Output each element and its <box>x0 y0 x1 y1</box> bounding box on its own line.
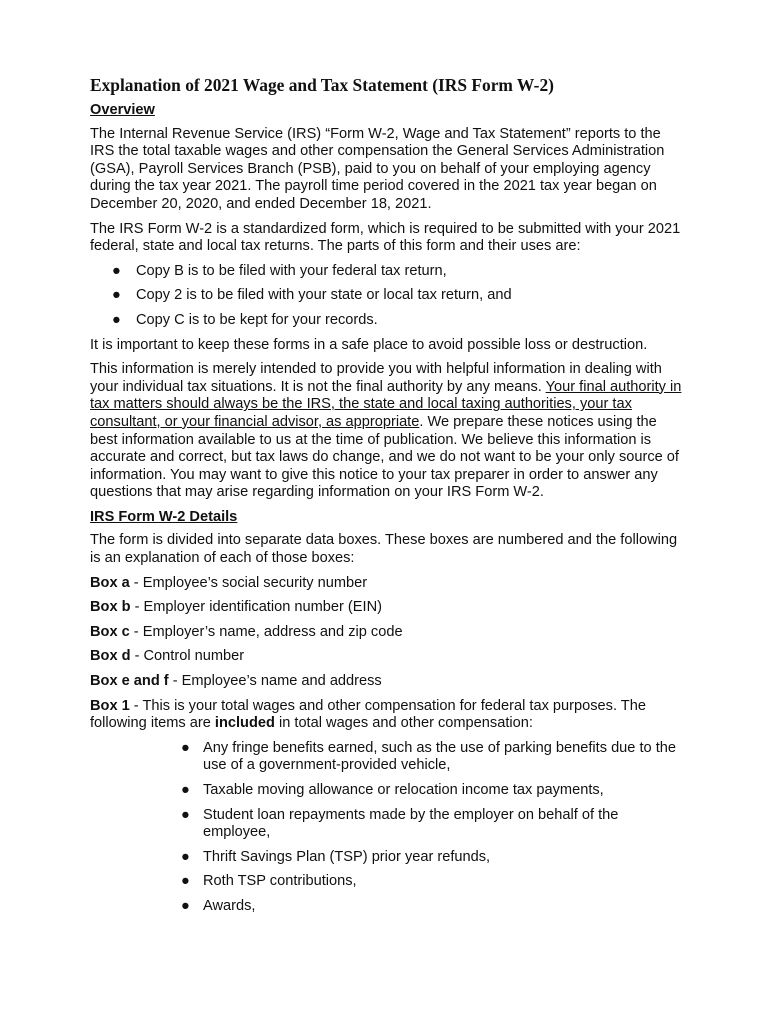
paragraph-text: . We prepare these notices using the best information available to us at the time of publication. We believe this information is accurate and correct, but tax laws do change, and we do not want to be your only source of information. You may want to give this notice to your tax preparer in order to answer any questions that may arise regarding information on your IRS Form W-2. <box>90 413 679 501</box>
overview-paragraph-4 <box>90 361 686 502</box>
box-description: - Employee’s social security number <box>129 574 368 591</box>
form-copies-list <box>90 263 686 330</box>
box-a-row <box>90 575 686 593</box>
box-c-row <box>90 624 686 642</box>
included-emphasis: included <box>214 715 275 732</box>
bullet-icon: ● <box>112 262 121 279</box>
included-items-list <box>90 740 686 916</box>
box-e-f-row <box>90 673 686 691</box>
list-item-text: Any fringe benefits earned, such as the use of parking benefits due to the use of a government-provided vehicle, <box>203 739 676 774</box>
list-item-text: Roth TSP contributions, <box>203 873 357 890</box>
document-title: Explanation of 2021 Wage and Tax Statement (IRS Form W-2) <box>90 75 554 95</box>
list-item <box>90 873 686 891</box>
box-label: Box a <box>90 574 130 591</box>
list-item-text: Copy B is to be filed with your federal tax return, <box>136 262 447 279</box>
list-item <box>90 740 686 775</box>
document-content <box>90 74 686 923</box>
list-item <box>90 287 686 305</box>
box-label: Box c <box>90 623 130 640</box>
box-label: Box e and f <box>90 673 169 690</box>
list-item-text: Copy C is to be kept for your records. <box>136 311 378 328</box>
list-item <box>90 849 686 867</box>
details-heading: IRS Form W-2 Details <box>90 508 238 525</box>
list-item <box>90 807 686 842</box>
box-1-row <box>90 698 686 733</box>
overview-paragraph-1: The Internal Revenue Service (IRS) “Form W-2, Wage and Tax Statement” reports to the IRS the total taxable wages and other compensation the General Services Administration (GSA), Payroll Services Branch (PSB), paid to you on behalf of your employing agency during the tax year 2021. The payroll time period covered in the 2021 tax year began on December 20, 2020, and ended December 18, 2021. <box>90 125 665 212</box>
list-item-text: Copy 2 is to be filed with your state or local tax return, and <box>136 287 512 304</box>
box-label: Box b <box>90 599 131 616</box>
box-d-row <box>90 648 686 666</box>
list-item <box>90 312 686 330</box>
box-description: - This is your total wages and other compensation for federal tax purposes. The following items are <box>90 697 646 732</box>
bullet-icon: ● <box>112 311 121 328</box>
bullet-icon: ● <box>181 897 190 914</box>
list-item-text: Awards, <box>203 897 256 914</box>
overview-heading: Overview <box>90 102 155 118</box>
box-description: - Employer’s name, address and zip code <box>129 623 403 640</box>
bullet-icon: ● <box>112 287 121 304</box>
list-item-text: Taxable moving allowance or relocation income tax payments, <box>203 782 604 798</box>
list-item-text: Thrift Savings Plan (TSP) prior year refunds, <box>203 848 491 865</box>
bullet-icon: ● <box>181 848 190 865</box>
list-item <box>90 782 686 800</box>
overview-paragraph-3: It is important to keep these forms in a safe place to avoid possible loss or destruction. <box>90 336 648 353</box>
paragraph-text: This information is merely intended to provide you with helpful information in dealing with your individual tax situations. It is not the final authority by any means. <box>90 361 662 395</box>
box-label: Box 1 <box>90 697 130 714</box>
bullet-icon: ● <box>181 806 190 823</box>
bullet-icon: ● <box>181 782 190 798</box>
box-label: Box d <box>90 648 131 665</box>
box-description: - Employee’s name and address <box>168 673 382 690</box>
box-description: - Control number <box>130 648 245 665</box>
list-item-text: Student loan repayments made by the employer on behalf of the employee, <box>203 806 619 841</box>
box-b-row <box>90 599 686 617</box>
box-description: in total wages and other compensation: <box>274 715 533 732</box>
list-item <box>90 898 686 916</box>
box-description: - Employer identification number (EIN) <box>130 599 382 616</box>
overview-paragraph-2: The IRS Form W-2 is a standardized form, which is required to be submitted with your 2021 federal, state and local tax returns. The parts of this form and their uses are: <box>90 220 681 255</box>
details-intro: The form is divided into separate data boxes. These boxes are numbered and the following is an explanation of each of those boxes: <box>90 532 678 567</box>
list-item <box>90 263 686 281</box>
bullet-icon: ● <box>181 873 190 890</box>
bullet-icon: ● <box>181 739 190 756</box>
underlined-authority-text: Your final authority in tax matters should always be the IRS, the state and local taxing authorities, your tax consultant, or your financial advisor, as appropriate <box>90 378 682 430</box>
